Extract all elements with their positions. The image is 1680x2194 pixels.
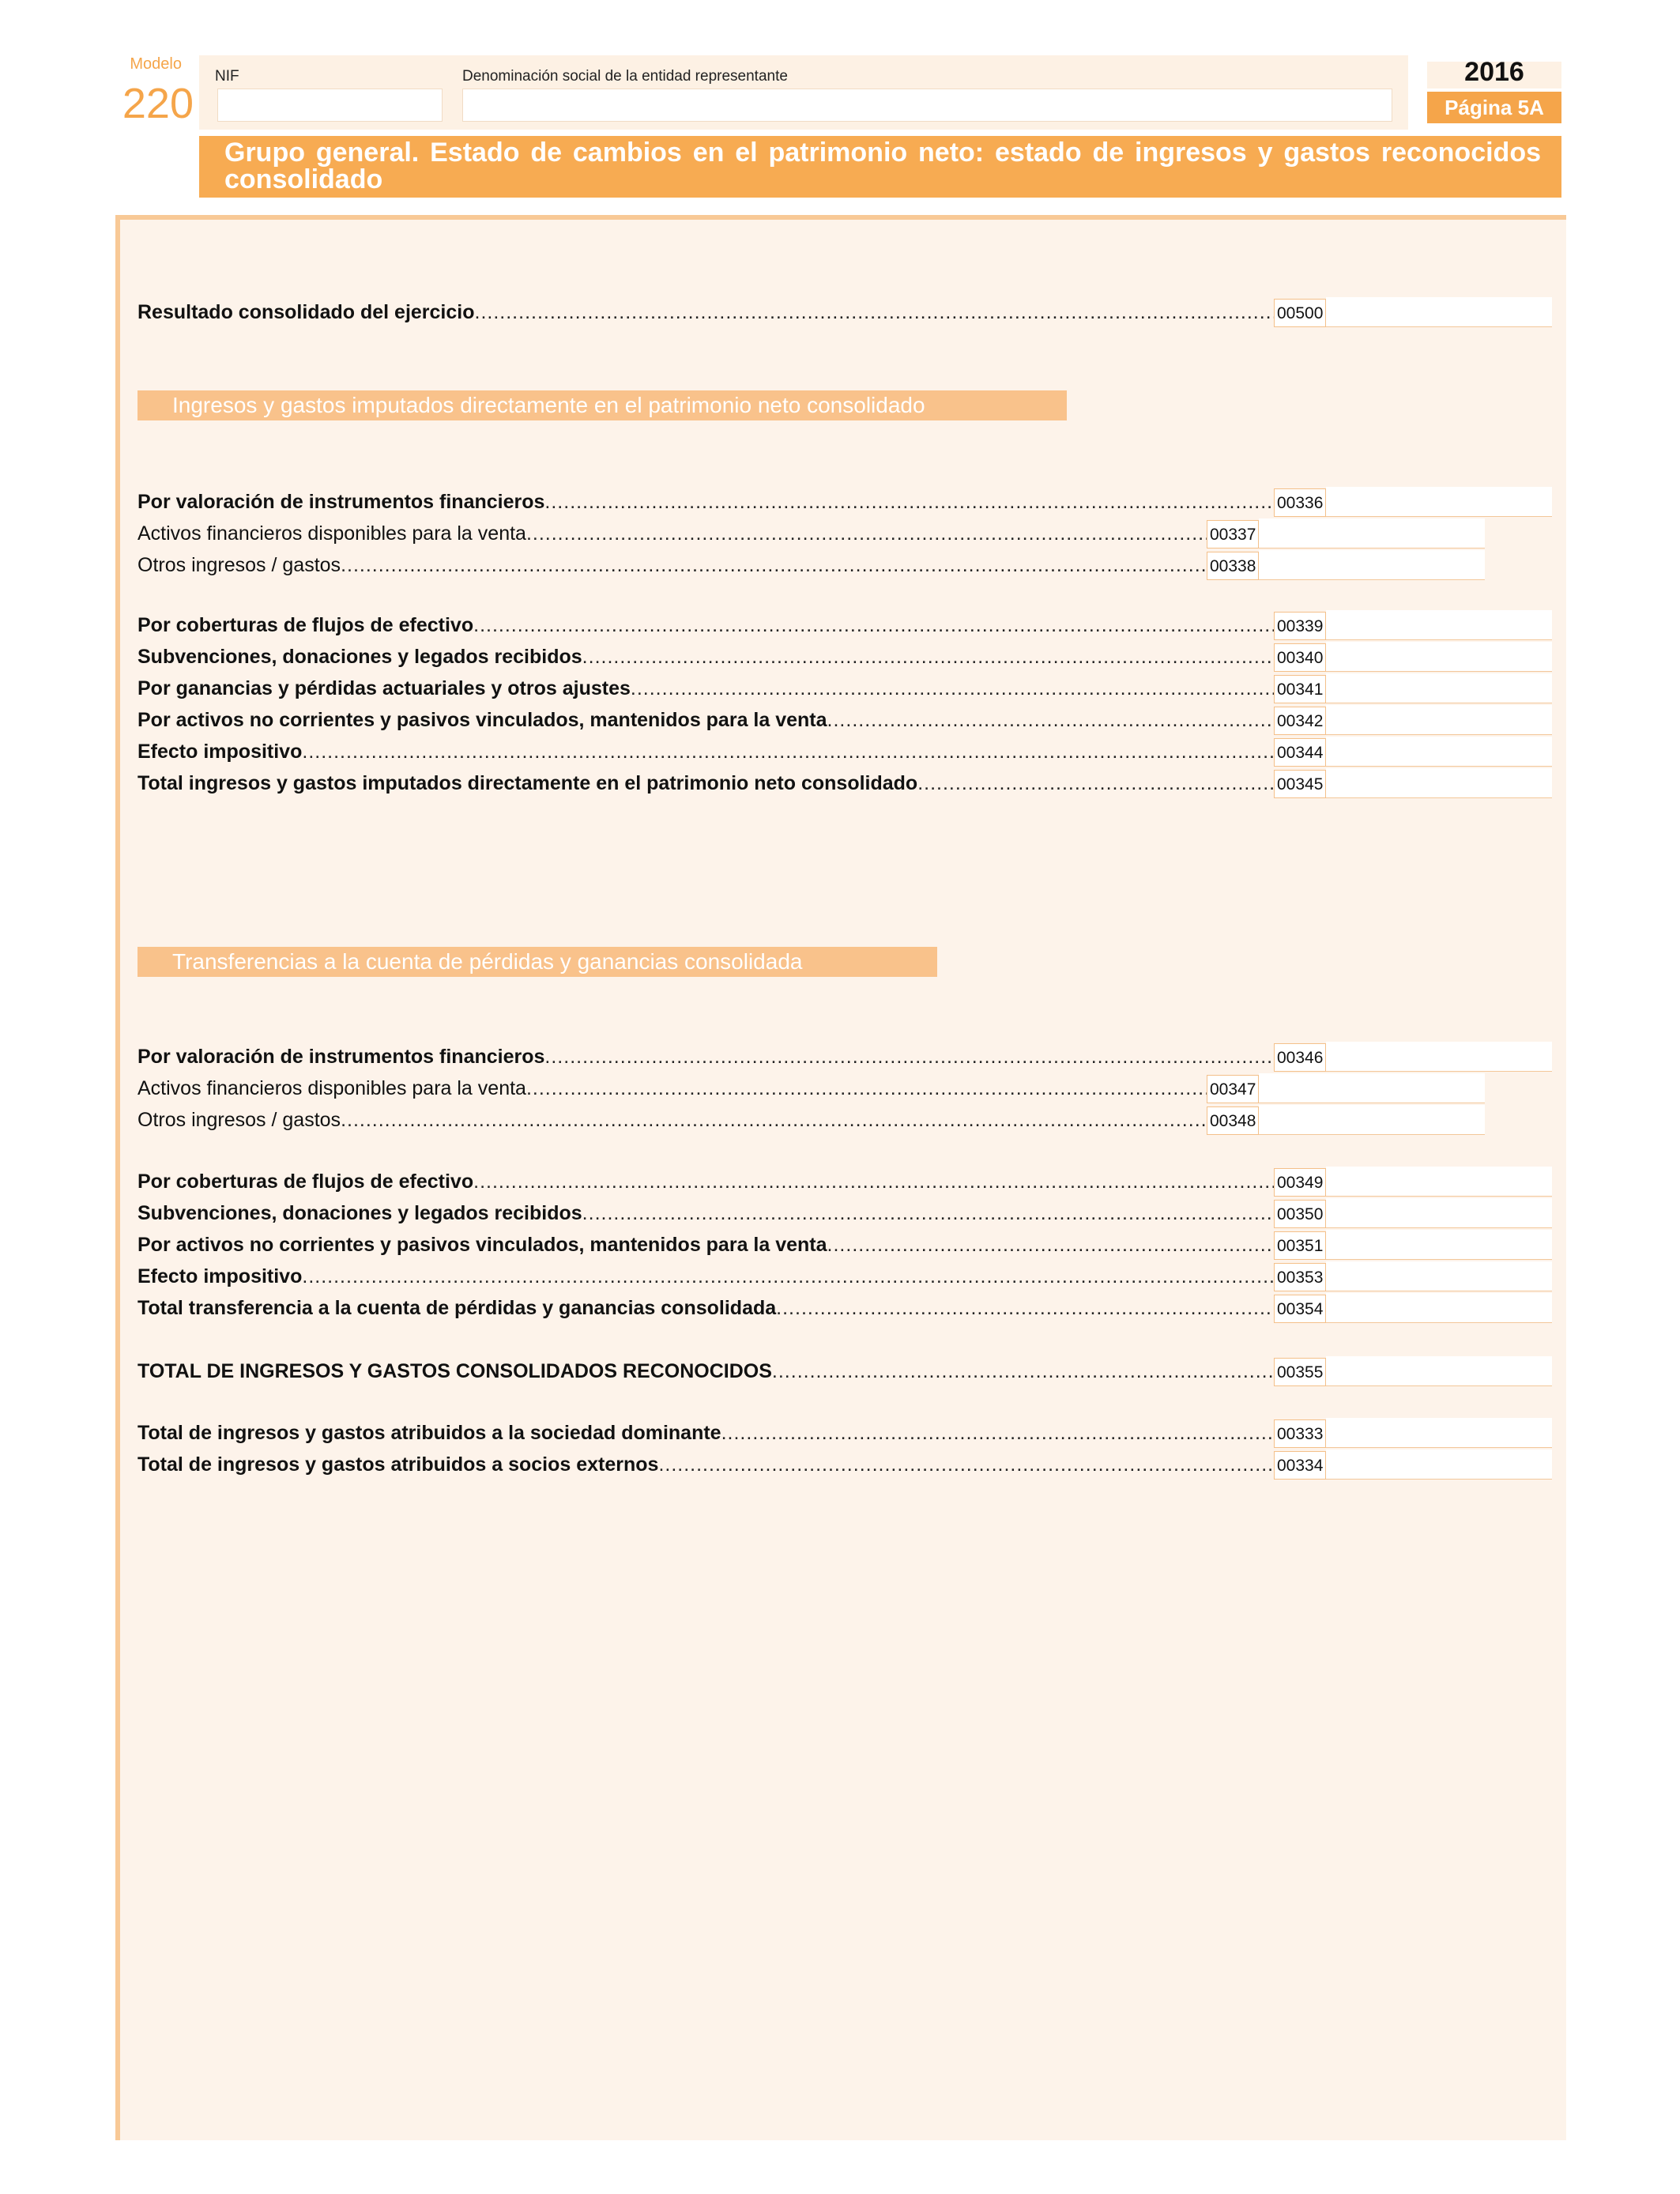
modelo-label: Modelo xyxy=(130,55,182,73)
row-label: Total ingresos y gastos imputados directamente en el patrimonio neto consolidado xyxy=(137,772,918,794)
row-label: Resultado consolidado del ejercicio xyxy=(137,301,475,323)
field-input[interactable] xyxy=(1326,487,1552,517)
form-row-00337 xyxy=(137,517,1485,548)
nif-field[interactable] xyxy=(217,89,443,122)
leader-dots xyxy=(658,1453,1274,1480)
form-row-00345 xyxy=(137,767,1552,798)
denominacion-field[interactable] xyxy=(462,89,1392,122)
row-label: Total de ingresos y gastos atribuidos a socios externos xyxy=(137,1453,659,1476)
row-label: Efecto impositivo xyxy=(137,741,303,763)
field-code: 00345 xyxy=(1274,770,1326,798)
field-code: 00334 xyxy=(1274,1451,1326,1480)
field-code: 00342 xyxy=(1274,707,1326,735)
form-row-00346 xyxy=(137,1040,1552,1072)
modelo-number: 220 xyxy=(122,80,194,127)
field-code: 00355 xyxy=(1274,1358,1326,1386)
field-input[interactable] xyxy=(1326,297,1552,327)
row-label: Subvenciones, donaciones y legados recibidos xyxy=(137,1202,582,1224)
field-code: 00349 xyxy=(1274,1168,1326,1197)
field-input[interactable] xyxy=(1259,550,1485,580)
form-row-00336 xyxy=(137,485,1552,517)
leader-dots xyxy=(526,1076,1207,1103)
section-header: Transferencias a la cuenta de pérdidas y ganancias consolidada xyxy=(137,947,937,977)
form-row-00341 xyxy=(137,672,1552,703)
field-code: 00337 xyxy=(1207,520,1259,548)
field-input[interactable] xyxy=(1326,1418,1552,1448)
page-title: Grupo general. Estado de cambios en el patrimonio neto: estado de ingresos y gastos reconocidos consolidado xyxy=(224,138,1541,194)
form-row-00334 xyxy=(137,1448,1552,1480)
nif-label: NIF xyxy=(215,68,239,85)
leader-dots xyxy=(473,1170,1274,1197)
leader-dots xyxy=(544,1045,1274,1072)
leader-dots xyxy=(721,1421,1274,1448)
row-label: Activos financieros disponibles para la venta xyxy=(137,522,526,545)
field-code: 00348 xyxy=(1207,1106,1259,1135)
row-label: Por coberturas de flujos de efectivo xyxy=(137,1171,474,1193)
field-input[interactable] xyxy=(1259,1105,1485,1135)
row-label: Por ganancias y pérdidas actuariales y otros ajustes xyxy=(137,677,631,699)
field-input[interactable] xyxy=(1326,1042,1552,1072)
leader-dots xyxy=(475,300,1275,327)
row-label: TOTAL DE INGRESOS Y GASTOS CONSOLIDADOS RECONOCIDOS xyxy=(137,1360,772,1382)
field-code: 00353 xyxy=(1274,1263,1326,1291)
leader-dots xyxy=(827,708,1274,735)
leader-dots xyxy=(341,553,1207,580)
form-row-00347 xyxy=(137,1072,1485,1103)
field-code: 00333 xyxy=(1274,1419,1326,1448)
form-row-00349 xyxy=(137,1165,1552,1197)
row-label: Otros ingresos / gastos xyxy=(137,1109,341,1131)
field-input[interactable] xyxy=(1326,1230,1552,1260)
field-code: 00341 xyxy=(1274,675,1326,703)
form-row-00344 xyxy=(137,735,1552,767)
row-label: Por activos no corrientes y pasivos vinculados, mantenidos para la venta xyxy=(137,709,827,731)
form-row-00354 xyxy=(137,1291,1552,1323)
field-code: 00354 xyxy=(1274,1295,1326,1323)
form-row-00339 xyxy=(137,609,1552,640)
row-label: Por activos no corrientes y pasivos vinculados, mantenidos para la venta xyxy=(137,1234,827,1256)
row-label: Por valoración de instrumentos financieros xyxy=(137,491,545,513)
field-input[interactable] xyxy=(1326,705,1552,735)
year: 2016 xyxy=(1464,57,1524,87)
row-label: Activos financieros disponibles para la venta xyxy=(137,1077,526,1099)
form-row-00348 xyxy=(137,1103,1485,1135)
field-input[interactable] xyxy=(1259,1073,1485,1103)
field-code: 00500 xyxy=(1274,299,1326,327)
row-label: Por valoración de instrumentos financieros xyxy=(137,1046,545,1068)
leader-dots xyxy=(526,522,1207,548)
field-input[interactable] xyxy=(1326,1356,1552,1386)
form-row-00500 xyxy=(137,296,1552,327)
leader-dots xyxy=(302,740,1274,767)
field-code: 00350 xyxy=(1274,1200,1326,1228)
denominacion-label: Denominación social de la entidad representante xyxy=(462,68,788,85)
form-row-00333 xyxy=(137,1416,1552,1448)
form-row-00340 xyxy=(137,640,1552,672)
field-input[interactable] xyxy=(1326,1261,1552,1291)
field-input[interactable] xyxy=(1326,1198,1552,1228)
field-code: 00351 xyxy=(1274,1231,1326,1260)
leader-dots xyxy=(917,771,1274,798)
field-code: 00336 xyxy=(1274,488,1326,517)
field-input[interactable] xyxy=(1326,1293,1552,1323)
leader-dots xyxy=(302,1265,1274,1291)
leader-dots xyxy=(776,1296,1274,1323)
row-label: Total de ingresos y gastos atribuidos a la sociedad dominante xyxy=(137,1422,721,1444)
field-code: 00340 xyxy=(1274,643,1326,672)
row-label: Subvenciones, donaciones y legados recibidos xyxy=(137,646,582,668)
row-label: Efecto impositivo xyxy=(137,1265,303,1287)
field-input[interactable] xyxy=(1326,673,1552,703)
field-input[interactable] xyxy=(1326,768,1552,798)
leader-dots xyxy=(341,1108,1207,1135)
field-input[interactable] xyxy=(1326,642,1552,672)
leader-dots xyxy=(582,1201,1274,1228)
field-input[interactable] xyxy=(1326,610,1552,640)
section-header: Ingresos y gastos imputados directamente en el patrimonio neto consolidado xyxy=(137,390,1067,420)
row-label: Total transferencia a la cuenta de pérdidas y ganancias consolidada xyxy=(137,1297,777,1319)
leader-dots xyxy=(631,677,1274,703)
form-row-00351 xyxy=(137,1228,1552,1260)
field-code: 00339 xyxy=(1274,612,1326,640)
leader-dots xyxy=(772,1359,1274,1386)
page-badge: Página 5A xyxy=(1427,92,1561,123)
form-row-00353 xyxy=(137,1260,1552,1291)
form-row-00355 xyxy=(137,1355,1552,1386)
field-code: 00344 xyxy=(1274,738,1326,767)
field-input[interactable] xyxy=(1326,1449,1552,1480)
field-input[interactable] xyxy=(1326,737,1552,767)
leader-dots xyxy=(544,490,1274,517)
leader-dots xyxy=(582,645,1274,672)
field-code: 00347 xyxy=(1207,1075,1259,1103)
row-label: Otros ingresos / gastos xyxy=(137,554,341,576)
field-input[interactable] xyxy=(1259,518,1485,548)
leader-dots xyxy=(473,613,1274,640)
form-row-00338 xyxy=(137,548,1485,580)
field-input[interactable] xyxy=(1326,1167,1552,1197)
field-code: 00346 xyxy=(1274,1043,1326,1072)
form-row-00342 xyxy=(137,703,1552,735)
field-code: 00338 xyxy=(1207,552,1259,580)
leader-dots xyxy=(827,1233,1274,1260)
form-row-00350 xyxy=(137,1197,1552,1228)
row-label: Por coberturas de flujos de efectivo xyxy=(137,614,474,636)
